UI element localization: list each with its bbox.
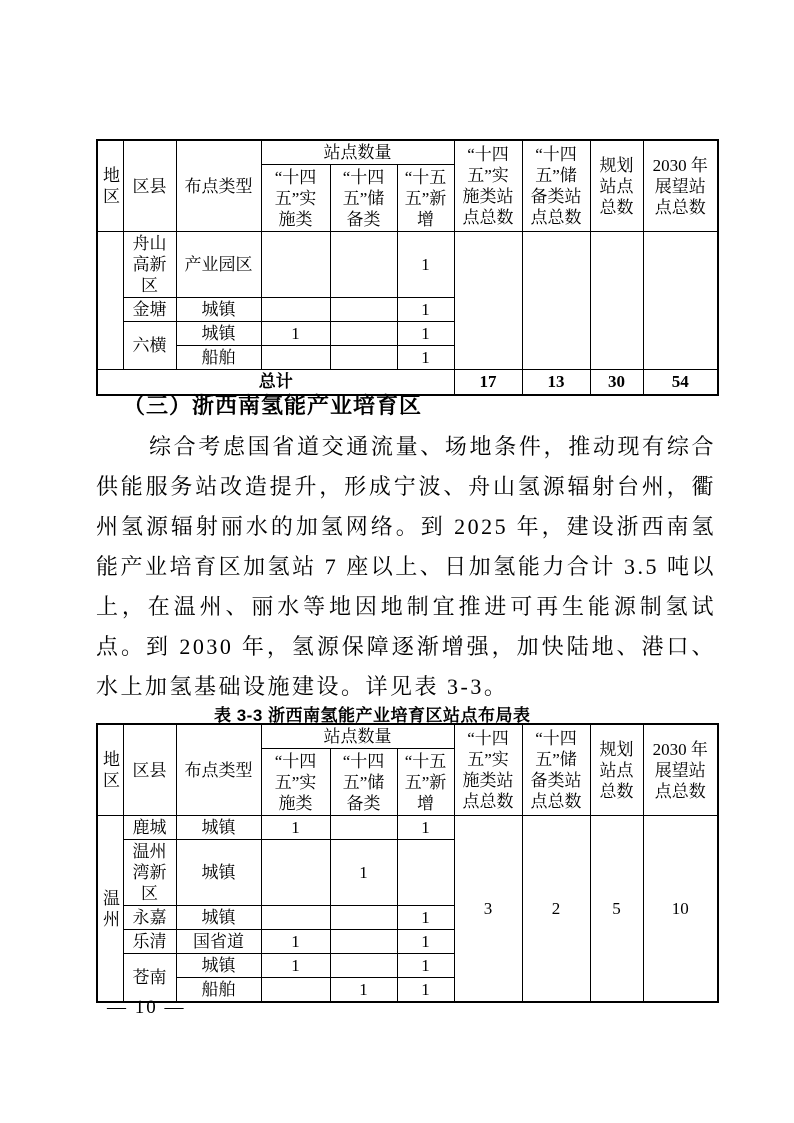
cell-reserve-count: [330, 232, 397, 298]
header-county: 区县: [123, 140, 176, 232]
header-total-2030: 2030 年展望站点总数: [643, 724, 718, 816]
cell-new-count: [397, 840, 454, 906]
header-station-count-group: 站点数量: [261, 724, 454, 749]
page-number: — 10 —: [107, 997, 186, 1018]
cell-county: 舟山高新区: [123, 232, 176, 298]
header-total-planned: 规划站点总数: [590, 724, 643, 816]
cell-impl-count: [261, 232, 330, 298]
cell-layout-type: 城镇: [176, 322, 261, 346]
header-15th-new: “十五五”新增: [397, 165, 454, 232]
cell-impl-count: 1: [261, 930, 330, 954]
cell-new-count: 1: [397, 816, 454, 840]
cell-new-count: 1: [397, 346, 454, 370]
cell-region-merged: 温州: [97, 816, 123, 1003]
cell-region-merged: [97, 232, 123, 370]
cell-new-count: 1: [397, 978, 454, 1003]
total-impl: 17: [454, 370, 522, 395]
cell-new-count: 1: [397, 930, 454, 954]
cell-reserve-count: [330, 930, 397, 954]
header-total-reserve: “十四五”储备类站点总数: [522, 140, 590, 232]
cell-impl-count: 1: [261, 954, 330, 978]
station-layout-table-3-3: [96, 723, 719, 1003]
header-14th-reserve: “十四五”储备类: [330, 165, 397, 232]
cell-reserve-count: 1: [330, 978, 397, 1003]
cell-layout-type: 城镇: [176, 298, 261, 322]
cell-reserve-count: [330, 322, 397, 346]
cell-county: 永嘉: [123, 906, 176, 930]
header-total-reserve: “十四五”储备类站点总数: [522, 724, 590, 816]
cell-layout-type: 船舶: [176, 346, 261, 370]
total-planned: 30: [590, 370, 643, 395]
cell-new-count: 1: [397, 906, 454, 930]
header-region: 地区: [97, 724, 123, 816]
cell-summary-impl: 3: [454, 816, 522, 1003]
cell-county: 温州湾新区: [123, 840, 176, 906]
cell-reserve-count: [330, 816, 397, 840]
cell-new-count: 1: [397, 954, 454, 978]
cell-summary-reserve: [522, 232, 590, 370]
total-label: 总计: [97, 370, 454, 395]
cell-reserve-count: [330, 346, 397, 370]
section-heading: （三）浙西南氢能产业培育区: [123, 393, 423, 418]
body-paragraph: 综合考虑国省道交通流量、场地条件，推动现有综合供能服务站改造提升，形成宁波、舟山氢源辐射台州，衢州氢源辐射丽水的加氢网络。到 2025 年，建设浙西南氢能产业培育区加氢站 7 座以上、日加氢能力合计 3.5 吨以上，在温州、丽水等地因地制宜推进可再生能源制氢试点。到 2030 年，氢源保障逐渐增强，加快陆地、港口、水上加氢基础设施建设。详见表 3-3。: [96, 434, 716, 699]
station-layout-table-continued: [96, 139, 719, 396]
cell-summary-2030: [643, 232, 718, 370]
cell-new-count: 1: [397, 232, 454, 298]
cell-summary-planned: [590, 232, 643, 370]
cell-summary-2030: 10: [643, 816, 718, 1003]
cell-impl-count: [261, 906, 330, 930]
cell-layout-type: 产业园区: [176, 232, 261, 298]
header-station-count-group: 站点数量: [261, 140, 454, 165]
cell-impl-count: [261, 978, 330, 1003]
header-total-2030: 2030 年展望站点总数: [643, 140, 718, 232]
cell-county-merged: 六横: [123, 322, 176, 370]
cell-summary-impl: [454, 232, 522, 370]
header-14th-impl: “十四五”实施类: [261, 749, 330, 816]
cell-reserve-count: [330, 298, 397, 322]
header-14th-reserve: “十四五”储备类: [330, 749, 397, 816]
table-caption: 表 3-3 浙西南氢能产业培育区站点布局表: [214, 706, 531, 725]
header-total-impl: “十四五”实施类站点总数: [454, 140, 522, 232]
cell-county: 金塘: [123, 298, 176, 322]
cell-impl-count: 1: [261, 322, 330, 346]
total-2030: 54: [643, 370, 718, 395]
cell-layout-type: 城镇: [176, 906, 261, 930]
cell-impl-count: 1: [261, 816, 330, 840]
header-layout-type: 布点类型: [176, 140, 261, 232]
header-15th-new: “十五五”新增: [397, 749, 454, 816]
cell-layout-type: 城镇: [176, 816, 261, 840]
header-14th-impl: “十四五”实施类: [261, 165, 330, 232]
cell-impl-count: [261, 840, 330, 906]
cell-layout-type: 船舶: [176, 978, 261, 1003]
cell-reserve-count: 1: [330, 840, 397, 906]
cell-layout-type: 国省道: [176, 930, 261, 954]
cell-layout-type: 城镇: [176, 840, 261, 906]
header-total-planned: 规划站点总数: [590, 140, 643, 232]
cell-summary-planned: 5: [590, 816, 643, 1003]
cell-county: 鹿城: [123, 816, 176, 840]
cell-reserve-count: [330, 954, 397, 978]
header-region: 地区: [97, 140, 123, 232]
cell-impl-count: [261, 346, 330, 370]
cell-county: 乐清: [123, 930, 176, 954]
cell-new-count: 1: [397, 298, 454, 322]
cell-summary-reserve: 2: [522, 816, 590, 1003]
header-layout-type: 布点类型: [176, 724, 261, 816]
cell-county-merged: 苍南: [123, 954, 176, 1003]
cell-layout-type: 城镇: [176, 954, 261, 978]
table-row: [97, 232, 718, 298]
header-total-impl: “十四五”实施类站点总数: [454, 724, 522, 816]
table-row: [97, 816, 718, 840]
header-county: 区县: [123, 724, 176, 816]
cell-reserve-count: [330, 906, 397, 930]
cell-impl-count: [261, 298, 330, 322]
cell-new-count: 1: [397, 322, 454, 346]
total-reserve: 13: [522, 370, 590, 395]
